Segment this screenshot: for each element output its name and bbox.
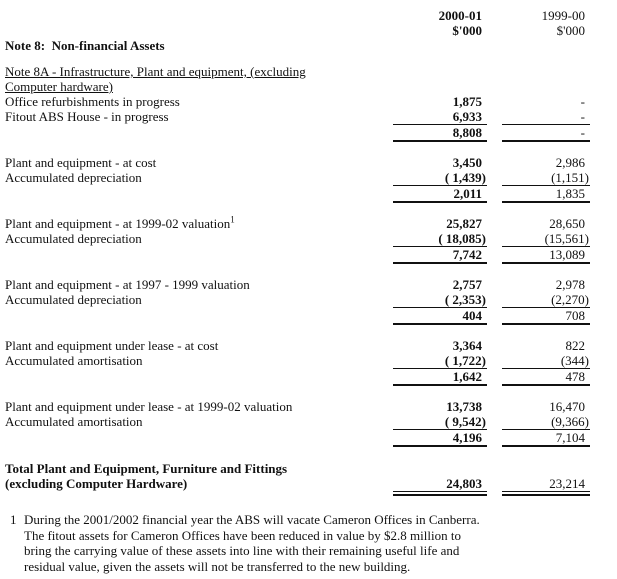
table-row [5,292,590,308]
amount-2000-01: 6,933 [393,109,487,125]
row-label: Plant and equipment under lease - at 1999-02 valuation [5,399,293,414]
table-row [5,109,590,125]
table-row [5,353,590,369]
table-row [5,155,590,170]
amount-1999-00: 28,650 [549,216,585,231]
grand-total-1999-00: 23,214 [502,476,590,492]
amount-2000-01: ( 9,542) [393,414,487,430]
subtotal-1999-00: 708 [502,308,590,325]
footnote [10,512,590,574]
subtotal-row [5,430,590,447]
amount-1999-00: - [580,94,585,109]
block-pe-at-cost [5,155,590,203]
subtotal-row [5,247,590,264]
subtotal-2000-01: 7,742 [393,247,487,264]
subtotal-1999-00: - [502,125,590,142]
table-row [5,414,590,430]
note-title-text: Note 8: Non-financial Assets [5,38,165,53]
subtotal-row [5,308,590,325]
subtotal-1999-00: 478 [502,369,590,386]
subtotal-2000-01: 2,011 [393,186,487,203]
row-label: Plant and equipment - at cost [5,155,157,170]
amount-1999-00: 16,470 [549,399,585,414]
row-label: Accumulated amortisation [5,414,143,429]
table-row [5,399,590,414]
row-label: Office refurbishments in progress [5,94,180,109]
amount-2000-01: 13,738 [446,399,482,414]
footnote-line: residual value, given the assets will not be transferred to the new building. [24,558,411,574]
subnote-heading-text1: Note 8A - Infrastructure, Plant and equipment, (excluding [5,64,306,79]
subtotal-2000-01: 4,196 [393,430,487,447]
subnote-heading-line1 [5,64,590,79]
amount-2000-01: 2,757 [452,277,482,292]
column-header-units [5,23,590,38]
footnote-line: The fitout assets for Cameron Offices have been reduced in value by $2.8 million to [24,527,461,543]
table-row [5,338,590,353]
table-row [5,216,590,231]
row-label: Accumulated amortisation [5,353,143,368]
table-row [5,170,590,186]
note-title [5,38,590,53]
grand-total-label-line2: (excluding Computer Hardware) [5,476,188,491]
amount-1999-00: - [502,109,590,125]
row-label: Accumulated depreciation [5,170,142,185]
block-pe-1999-02-valuation [5,216,590,264]
subtotal-2000-01: 1,642 [393,369,487,386]
subtotal-1999-00: 1,835 [502,186,590,203]
amount-2000-01: ( 1,722) [393,353,487,369]
amount-1999-00: (9,366) [502,414,590,430]
row-label: Accumulated depreciation [5,231,142,246]
amount-2000-01: 3,364 [452,338,482,353]
subtotal-1999-00: 7,104 [502,430,590,447]
block-pe-lease-at-cost [5,338,590,386]
grand-total-block [5,461,590,496]
column-unit-2000-01: $'000 [452,23,482,38]
row-label: Plant and equipment under lease - at cost [5,338,219,353]
table-row [5,94,590,109]
row-label: Accumulated depreciation [5,292,142,307]
subnote-heading-text2: Computer hardware) [5,79,113,94]
grand-total-row [5,476,590,492]
grand-total-2000-01: 24,803 [393,476,487,492]
row-label: Fitout ABS House - in progress [5,109,169,124]
row-label: Plant and equipment - at 1997 - 1999 valuation [5,277,250,292]
row-label: Plant and equipment - at 1999-02 valuation$^1$ [5,214,235,231]
subtotal-2000-01: 404 [393,308,487,325]
amount-1999-00: (15,561) [502,231,590,247]
grand-total-label-line1: Total Plant and Equipment, Furniture and Fittings [5,461,288,476]
column-header-1999-00: 1999-00 [541,8,585,23]
amount-1999-00: (344) [502,353,590,369]
amount-2000-01: 25,827 [446,216,482,231]
column-header-2000-01: 2000-01 [438,8,482,23]
subtotal-row [5,186,590,203]
subtotal-row [5,369,590,386]
column-header-years [5,8,590,23]
block-pe-lease-1999-02-valuation [5,399,590,447]
subtotal-1999-00: 13,089 [502,247,590,264]
amount-2000-01: ( 18,085) [393,231,487,247]
footnote-reference: 1 [230,214,235,225]
amount-1999-00: (2,270) [502,292,590,308]
table-row [5,277,590,292]
footnote-text [24,512,590,574]
double-rule-2000-01 [393,494,487,496]
amount-2000-01: 3,450 [452,155,482,170]
block-pe-1997-1999-valuation [5,277,590,325]
double-rule-1999-00 [502,494,590,496]
column-unit-1999-00: $'000 [556,23,585,38]
footnote-line: During the 2001/2002 financial year the ABS will vacate Cameron Offices in Canberra. [24,512,480,527]
subtotal-row [5,125,590,142]
footnote-line: bring the carrying value of these assets into line with their remaining useful life and [24,543,460,558]
grand-total-double-rule [5,494,590,496]
amount-1999-00: (1,151) [502,170,590,186]
table-row [5,231,590,247]
amount-1999-00: 2,978 [555,277,585,292]
subnote-heading-line2 [5,79,590,94]
amount-2000-01: ( 2,353) [393,292,487,308]
amount-2000-01: 1,875 [452,94,482,109]
block-work-in-progress [5,94,590,142]
amount-1999-00: 822 [565,338,585,353]
amount-2000-01: ( 1,439) [393,170,487,186]
subtotal-2000-01: 8,808 [393,125,487,142]
amount-1999-00: 2,986 [555,155,585,170]
footnote-marker: 1 [10,512,17,527]
